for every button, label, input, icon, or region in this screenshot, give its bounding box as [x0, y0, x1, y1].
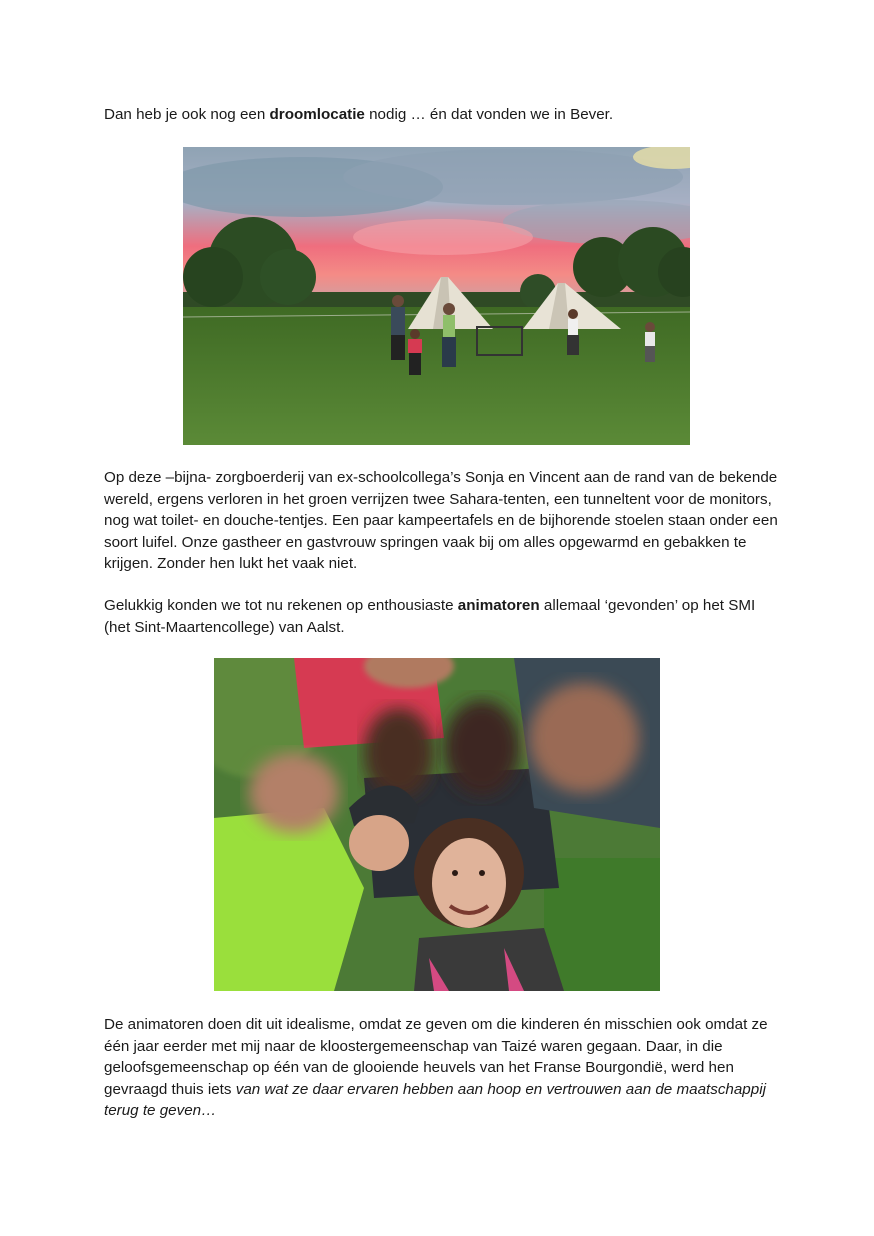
group-selfie-illustration — [214, 658, 660, 991]
p3-text-after: allemaal ‘gevonden’ op het SMI (het Sint-Maartencollege) van Aalst. — [104, 597, 756, 636]
p3-text-before: Gelukkig konden we tot nu rekenen op enthousiaste — [104, 597, 458, 614]
lawn — [544, 858, 660, 991]
blurred-face — [249, 753, 339, 833]
p3-bold-animatoren: animatoren — [457, 597, 540, 614]
p4-text-regular: De animatoren doen dit uit idealisme, omdat ze geven om die kinderen én misschien ook omdat ze één jaar eerder met mij naar de kloostergemeenschap van Taizé waren gegaan. Daar, in die geloofsgemeenschap op één van de glooiende heuvels van het Franse Bourgondië, werd hen gevraagd thuis iets — [104, 1016, 768, 1098]
eye — [452, 870, 458, 876]
paragraph-idealisme — [104, 1014, 784, 1122]
blurred-face — [444, 700, 520, 796]
face — [349, 815, 409, 871]
paragraph-zorgboerderij: Op deze –bijna- zorgboerderij van ex-schoolcollega’s Sonja en Vincent aan de rand van de bekende wereld, ergens verloren in het groen verrijzen twee Sahara-tenten, een tunneltent voor de monitors, nog wat toilet- en douche-tentjes. Een paar kampeertafels en de bijhorende stoelen staan onder een soort luifel. Onze gastheer en gastvrouw springen vaak bij om alles opgewarmd en gebakken te krijgen. Zonder hen lukt het vaak niet. — [104, 469, 778, 572]
paragraph-droomlocatie — [104, 104, 784, 126]
campsite-photo — [183, 147, 690, 445]
p1-text-before: Dan heb je ook nog een — [104, 106, 270, 123]
cloud — [353, 219, 533, 255]
tree — [260, 249, 316, 305]
p1-bold-droomlocatie: droomlocatie — [269, 106, 365, 123]
group-selfie-photo — [214, 658, 660, 991]
eye — [479, 870, 485, 876]
campsite-photo-illustration — [183, 147, 690, 445]
cloud — [343, 149, 683, 205]
tree — [183, 247, 243, 307]
blurred-face — [529, 683, 639, 793]
p4-text-italic: van wat ze daar ervaren hebben aan hoop en vertrouwen aan de maatschappij terug te geven… — [104, 1080, 766, 1119]
paragraph-animatoren — [104, 595, 784, 638]
p1-text-after: nodig … én dat vonden we in Bever. — [364, 106, 614, 123]
blurred-face — [364, 708, 434, 798]
